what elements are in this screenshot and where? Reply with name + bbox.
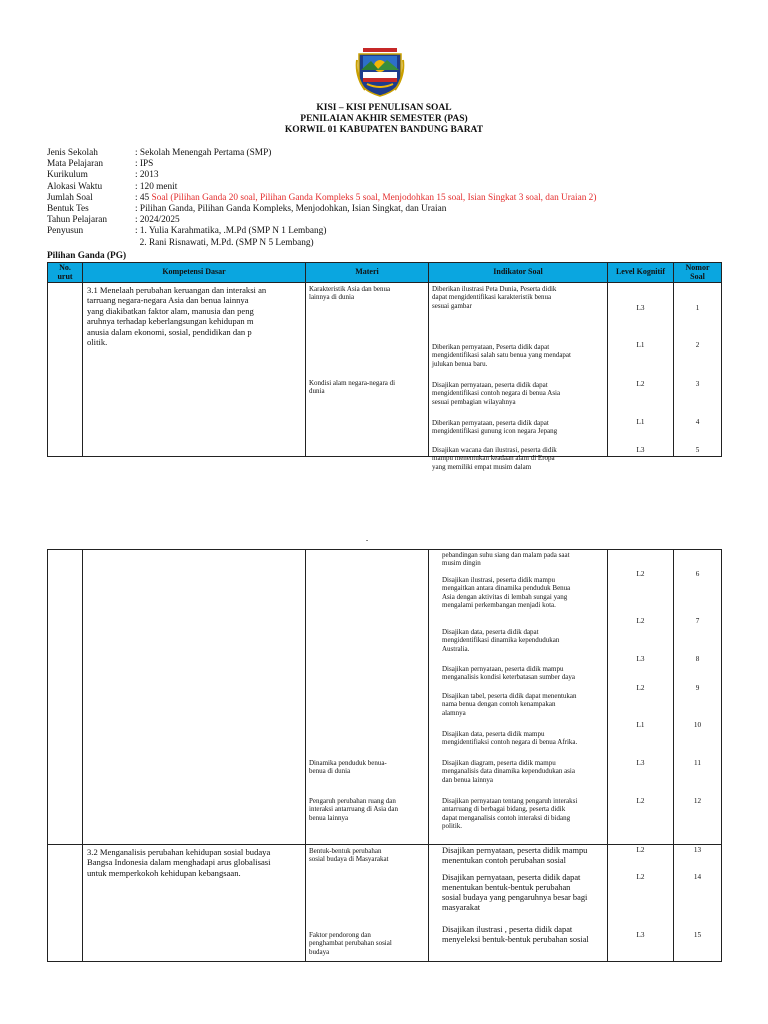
indicator-item: Disajikan diagram, peserta didik mampu menganalisis data dinamika kependudukan asia dan benua lainnya [442,759,575,784]
info-label: Jenis Sekolah [47,148,98,158]
question-number: 14 [693,873,702,881]
col-header-level: Level Kognitif [608,263,674,283]
indicator-item: Disajikan tabel, peserta didik dapat menentukan nama benua dengan contoh kenampakan alamnya [442,692,577,717]
materi-dash: - [365,536,369,544]
level-value: L1 [636,721,645,729]
col-header-kd: Kompetensi Dasar [83,263,306,283]
question-number: 11 [694,759,701,767]
info-label: Mata Pelajaran [47,159,104,170]
info-value [135,193,596,204]
cell-materi [306,283,429,457]
indicator-item: Disajikan ilustrasi , peserta didik dapat menyeleksi bentuk-bentuk perubahan sosial [442,925,589,944]
indicator-item: Disajikan wacana dan ilustrasi, peserta didik mampu menentukan keadaan alam di Eropa yang memiliki empat musim dalam [432,446,557,471]
document-title-block [0,103,768,136]
level-value: L3 [636,759,645,767]
info-label: Jumlah Soal [47,192,93,203]
question-grid-table-2 [47,536,722,962]
level-value: L2 [636,617,645,625]
info-value-highlight: Soal (Pilihan Ganda 20 soal, Pilihan Ganda Kompleks 5 soal, Menjodohkan 15 soal, Isian Singkat 3 soal, dan Uraian 2) [151,192,597,203]
materi-item: Faktor pendorong dan penghambat perubahan sosial budaya [309,931,392,956]
table-header-row [48,263,722,283]
indicator-item: Disajikan pernyataan, peserta didik dapat mengidentifikasi contoh negara di benua Asia sesuai pembagian wilayahnya [432,381,561,406]
indicator-item: Disajikan pernyataan, peserta didik mampu menentukan contoh perubahan sosial [442,846,588,865]
materi-item: Kondisi alam negara-negara di dunia [309,379,396,396]
col-header-materi: Materi [306,263,429,283]
question-number: 1 [695,304,700,312]
indicator-item: Disajikan pernyataan, peserta didik dapat menentukan bentuk-bentuk perubahan sosial budaya yang pengaruhnya besar bagi masyarakat [442,873,588,912]
level-value: L3 [636,655,645,663]
info-value: 2. Rani Risnawati, M.Pd. (SMP N 5 Lembang) [135,237,314,248]
level-value: L2 [636,873,645,881]
cell-nomor [674,845,722,962]
cell-materi [306,845,429,962]
question-number: 15 [693,931,702,939]
cell-indikator [429,845,608,962]
level-value: L3 [636,304,645,312]
level-value: L1 [636,341,645,349]
cell-level [608,845,674,962]
col-header-indikator: Indikator Soal [429,263,608,283]
level-value: L3 [636,931,645,939]
indicator-item: Disajikan pernyataan tentang pengaruh interaksi antarruang di berbagai bidang, peserta didik dapat menganalisis contoh interaksi di bidang politik. [442,797,578,831]
indicator-item: Disajikan pernyataan, peserta didik mampu menganalisis kondisi keterbatasan sumber daya [442,665,575,682]
level-value: L2 [636,797,645,805]
indicator-item: Diberikan pernyataan, peserta didik dapat mengidentifikasi gunung icon negara Jepang [432,419,558,436]
title-line-2: PENILAIAN AKHIR SEMESTER (PAS) [300,114,468,124]
level-value: L2 [636,570,645,578]
materi-item: Pengaruh perubahan ruang dan interaksi antarruang di Asia dan benua lainnya [309,797,399,822]
table-row [48,845,722,962]
level-value: L2 [636,684,645,692]
cell-indikator [429,283,608,471]
info-label: Alokasi Waktu [47,181,103,192]
question-number: 5 [695,446,700,454]
indicator-item: Diberikan ilustrasi Peta Dunia, Peserta didik dapat mengidentifikasi karakteristik benua sesuai gambar [432,285,557,310]
level-value: L1 [636,418,645,426]
cell-level [608,550,674,845]
question-number: 10 [693,721,702,729]
question-number: 8 [695,655,700,663]
indicator-item: Disajikan data, peserta didik mampu mengidentifiaksi contoh negara di benua Afrika. [442,730,578,747]
indicator-item: Disajikan data, peserta didik dapat mengidentifikasi dinamika kependudukan Australia. [442,628,560,653]
title-line-1: KISI – KISI PENULISAN SOAL [316,103,452,113]
indicator-item: Disajikan ilustrasi, peserta didik mampu mengaitkan antara dinamika penduduk Benua Asia dengan aktivitas di lembah sungai yang mengalami perkembangan menjadi kota. [442,576,571,610]
section-title: Pilihan Ganda (PG) [47,251,127,261]
cell-materi [306,536,429,845]
cell-kd-3-1: 3.1 Menelaah perubahan keruangan dan interaksi an tarruang negara-negara Asia dan benua lainnya yang diakibatkan faktor alam, manusia dan peng aruhnya terhadap keberlangsungan kehidupan m anusia dalam ekonomi, sosial, pendidikan dan p olitik. [83,283,306,457]
info-value: : 2024/2025 [135,215,180,226]
col-header-no: No. urut [48,263,83,283]
materi-item: Dinamika penduduk benua- benua di dunia [309,759,387,776]
cell-kd-3-2: 3.2 Menganalisis perubahan kehidupan sosial budaya Bangsa Indonesia dalam menghadapi arus globalisasi untuk memperkokoh kehidupan kebangsaan. [83,845,306,962]
cell-level [608,283,674,457]
question-number: 3 [695,380,700,388]
table-row [48,283,722,457]
info-value-plain: : 45 [135,192,152,203]
cell-no [48,845,83,962]
info-label: Tahun Pelajaran [47,215,108,226]
level-value: L2 [636,380,645,388]
question-number: 4 [695,418,700,426]
cell-kd-continued [83,550,306,845]
cell-no [48,283,83,457]
indicator-carry: pebandingan suhu siang dan malam pada saat musim dingin [442,551,570,568]
info-label: Penyusun [47,226,84,237]
cell-nomor [674,550,722,845]
question-number: 6 [695,570,700,578]
question-number: 9 [695,684,700,692]
indicator-item: Diberikan pernyataan, Peserta didik dapat mengidentifikasi salah satu benua yang mendapat julukan benua baru. [432,343,571,368]
level-value: L2 [636,846,645,854]
level-value: L3 [636,446,645,454]
materi-item: Bentuk-bentuk perubahan sosial budaya di Masyarakat [309,847,389,864]
title-line-3: KORWIL 01 KABUPATEN BANDUNG BARAT [284,125,484,135]
info-value: : 2013 [135,170,159,181]
info-value: : 1. Yulia Karahmatika, .M.Pd (SMP N 1 Lembang) [135,226,327,237]
cell-nomor [674,283,722,457]
materi-item: Karakteristik Asia dan benua lainnya di dunia [309,285,391,302]
col-header-nomor: Nomor Soal [674,263,722,283]
info-value: : Sekolah Menengah Pertama (SMP) [135,148,272,158]
kbb-logo-seal [355,46,405,98]
question-number: 12 [693,797,702,805]
info-label: Bentuk Tes [47,203,89,214]
table-row [48,550,722,845]
question-grid-table-1 [47,262,722,471]
info-value: : Pilihan Ganda, Pilihan Ganda Kompleks, Menjodohkan, Isian Singkat, dan Uraian [135,203,447,214]
question-number: 7 [695,617,700,625]
cell-indikator [429,550,608,845]
cell-no [48,550,83,845]
info-label: Kurikulum [47,170,88,181]
info-value: : 120 menit [135,181,178,192]
question-number: 13 [693,846,702,854]
info-value: : IPS [135,159,154,170]
question-number: 2 [695,341,700,349]
